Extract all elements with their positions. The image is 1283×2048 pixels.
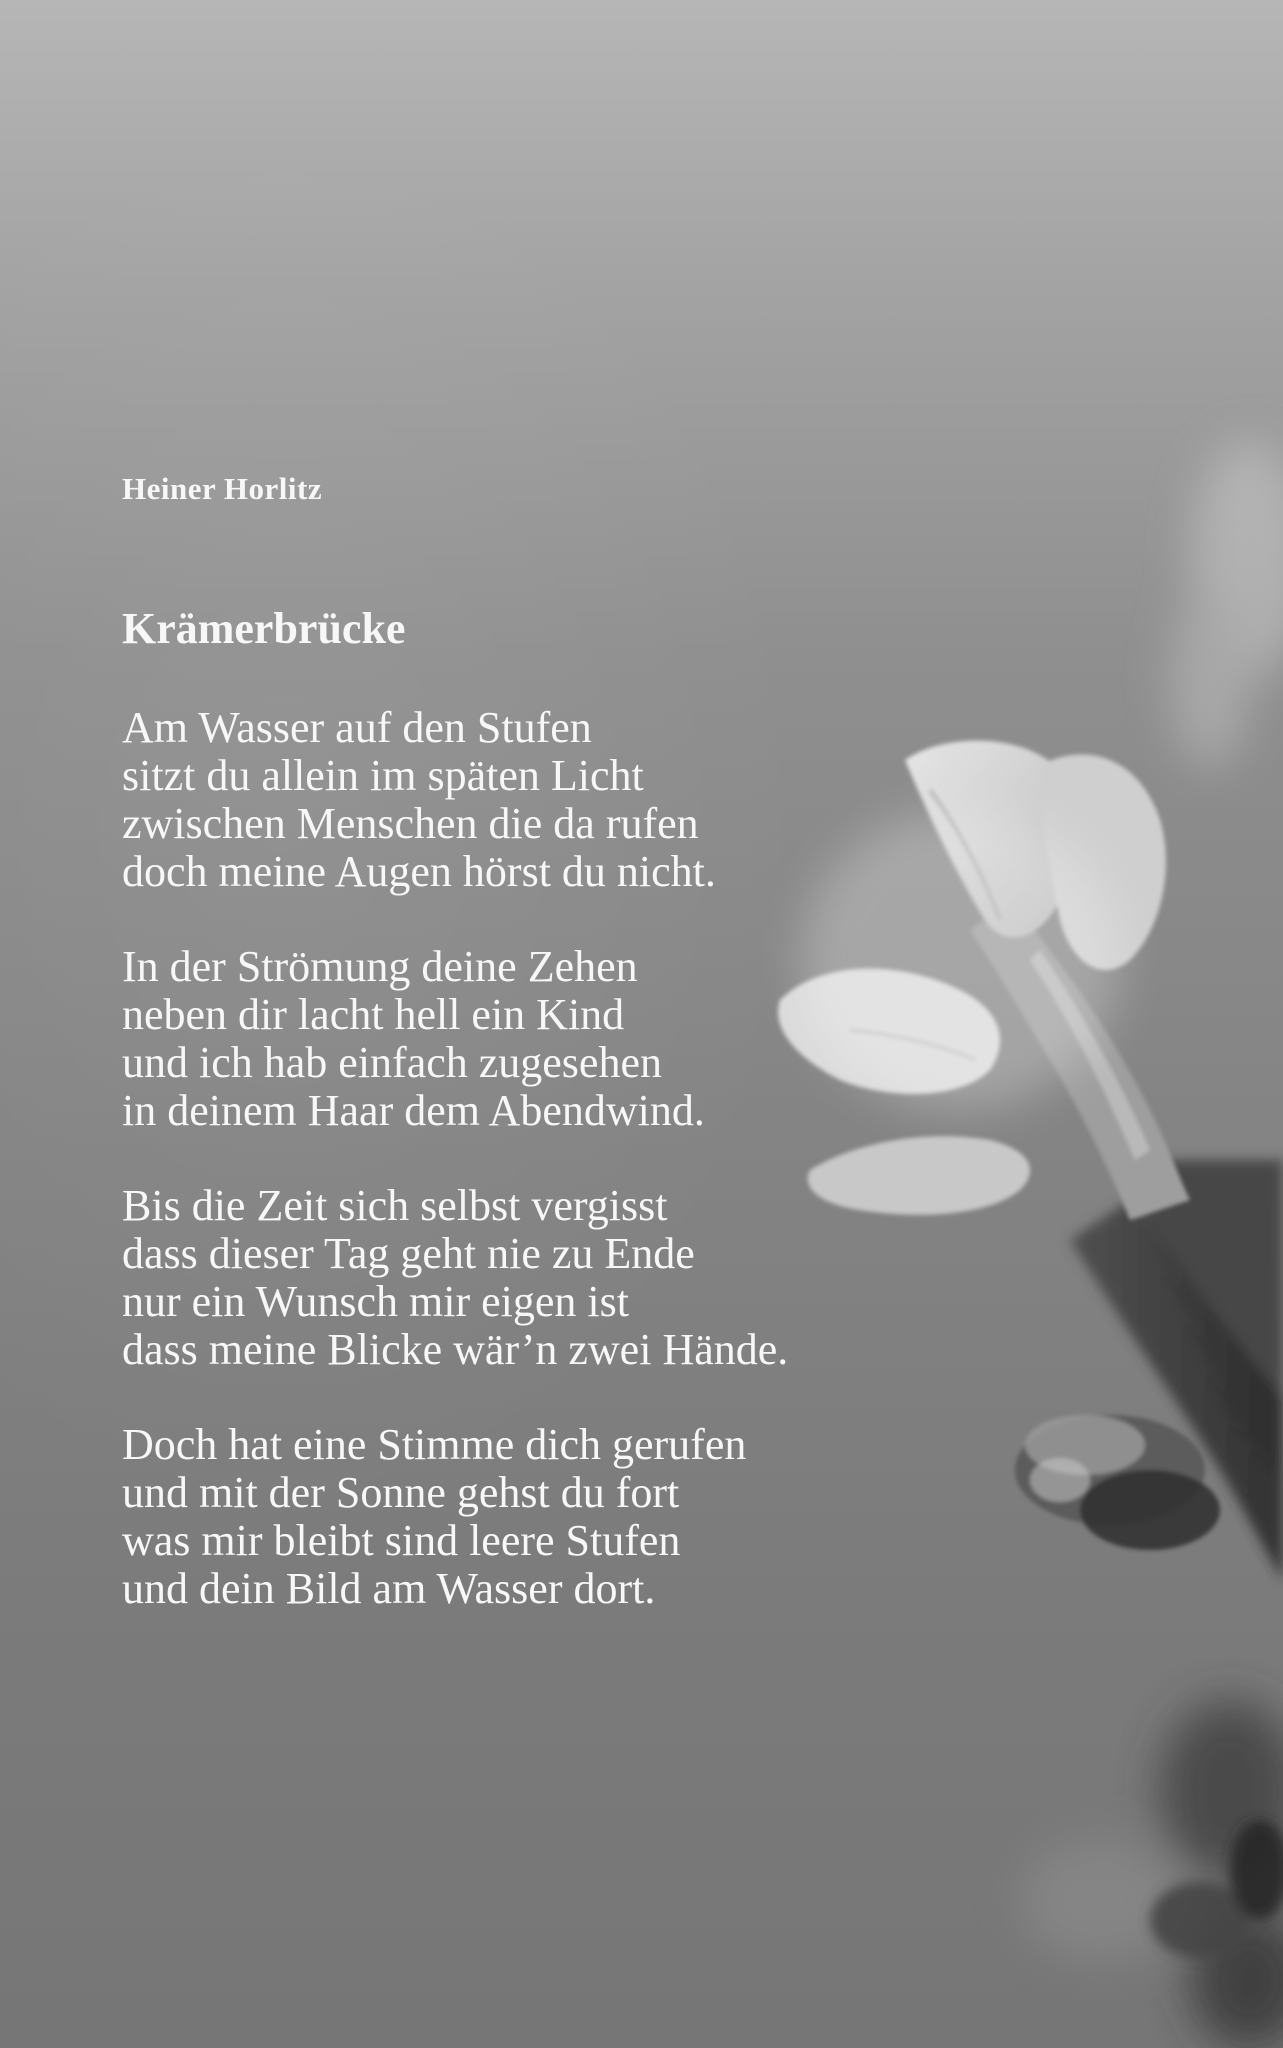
poem-line: was mir bleibt sind leere Stufen bbox=[122, 1515, 681, 1565]
stanza-1 bbox=[122, 704, 882, 896]
poem-line: sitzt du allein im späten Licht bbox=[122, 750, 644, 800]
stanza-3 bbox=[122, 1182, 882, 1374]
poem-page bbox=[122, 470, 882, 1660]
poem-line: und mit der Sonne gehst du fort bbox=[122, 1467, 680, 1517]
poem-line: dass dieser Tag geht nie zu Ende bbox=[122, 1228, 695, 1278]
poem-line: in deinem Haar dem Abendwind. bbox=[122, 1085, 705, 1135]
poem-line: und ich hab einfach zugesehen bbox=[122, 1037, 662, 1087]
poem-line: Am Wasser auf den Stufen bbox=[122, 702, 592, 752]
stanza-2 bbox=[122, 943, 882, 1135]
poem-line: nur ein Wunsch mir eigen ist bbox=[122, 1276, 629, 1326]
stanza-4 bbox=[122, 1421, 882, 1613]
poem-line: neben dir lacht hell ein Kind bbox=[122, 989, 625, 1039]
poem-line: dass meine Blicke wär’n zwei Hände. bbox=[122, 1324, 789, 1374]
poem-line: Doch hat eine Stimme dich gerufen bbox=[122, 1419, 747, 1469]
poem-line: und dein Bild am Wasser dort. bbox=[122, 1563, 656, 1613]
poem-line: Bis die Zeit sich selbst vergisst bbox=[122, 1180, 668, 1230]
poem-line: In der Strömung deine Zehen bbox=[122, 941, 638, 991]
author-name: Heiner Horlitz bbox=[122, 471, 323, 506]
poem-line: zwischen Menschen die da rufen bbox=[122, 798, 699, 848]
poem-line: doch meine Augen hörst du nicht. bbox=[122, 846, 716, 896]
poem-title: Krämerbrücke bbox=[122, 604, 406, 654]
